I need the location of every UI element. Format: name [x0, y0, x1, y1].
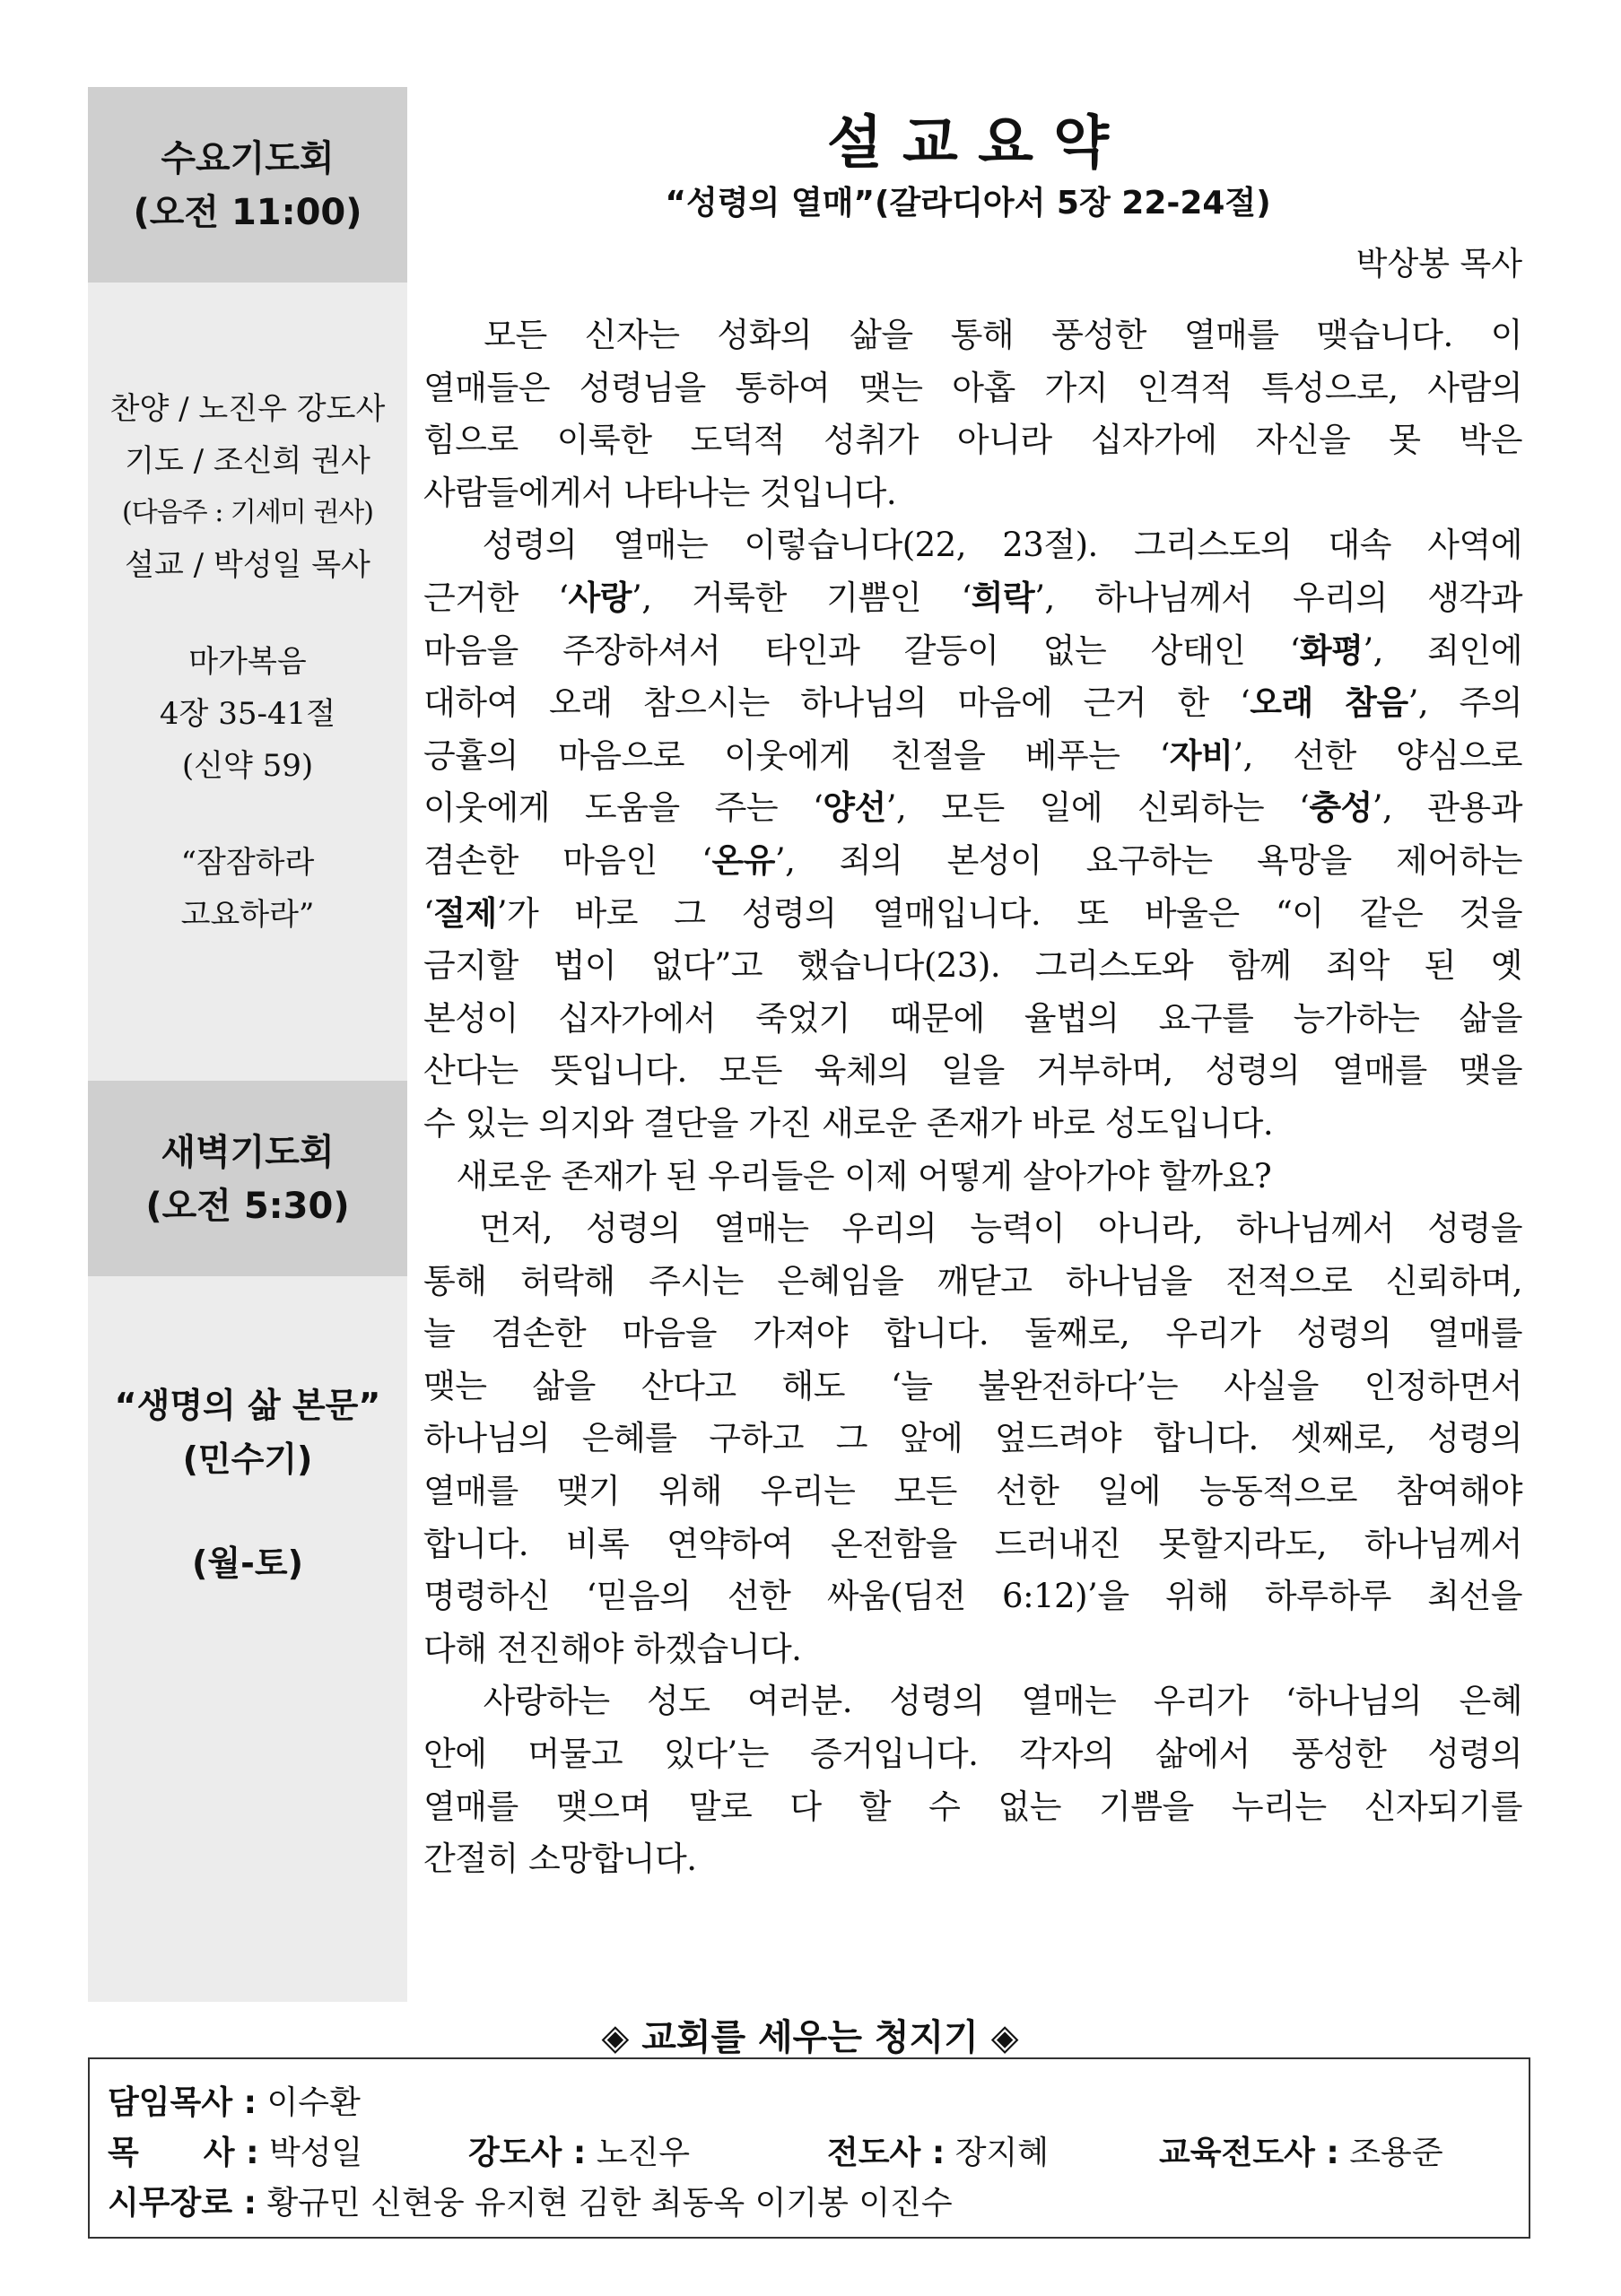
sermon-line: 모든 신자는 성화의 삶을 통해 풍성한 열매를 맺습니다. 이 — [423, 316, 1522, 354]
sermon-summary-title: 설 교 요 약 — [826, 110, 1110, 177]
dawn-prayer-block — [88, 1081, 407, 1276]
dawn-prayer-title: 새벽기도회 — [161, 1132, 335, 1173]
senior-pastor-row — [108, 2077, 361, 2127]
scripture-book: 마가복음 — [188, 644, 307, 680]
sermon-line: 늘 겸손한 마음을 가져야 합니다. 둘째로, 우리가 성령의 열매를 — [423, 1314, 1522, 1353]
sermon-line: 대하여 오래 참으시는 하나님의 마음에 근거 한 ‘오래 참음’, 주의 — [423, 683, 1522, 723]
wednesday-prayer-time: (오전 11:00) — [133, 192, 362, 233]
sermon-line: ‘절제’가 바로 그 성령의 열매입니다. 또 바울은 “이 같은 것을 — [423, 893, 1522, 933]
elders-names: 황규민 신현웅 유지현 김한 최동옥 이기봉 이진수 — [266, 2185, 953, 2222]
sermon-line: 합니다. 비록 연약하여 온전함을 드러내진 못할지라도, 하나님께서 — [423, 1524, 1522, 1563]
sermon-line: 새로운 존재가 된 우리들은 이제 어떻게 살아가야 할까요? — [423, 1156, 1272, 1196]
role-praise: 찬양 / 노진우 강도사 — [109, 391, 386, 427]
wednesday-prayer-title: 수요기도회 — [161, 138, 335, 179]
sermon-line: 다해 전진해야 하겠습니다. — [423, 1629, 802, 1668]
sermon-line: 먼저, 성령의 열매는 우리의 능력이 아니라, 하나님께서 성령을 — [423, 1209, 1522, 1248]
evangelist-name: 장지혜 — [954, 2135, 1050, 2171]
wednesday-prayer-block — [88, 87, 407, 283]
elders-label: 시무장로 : — [108, 2185, 257, 2222]
senior-pastor-label: 담임목사 : — [108, 2084, 257, 2121]
service-info-block — [88, 383, 407, 941]
reading-title: “생명의 삶 본문” — [114, 1386, 381, 1425]
reading-days: (월-토) — [192, 1544, 303, 1583]
sermon-line: 하나님의 은혜를 구하고 그 앞에 엎드려야 합니다. 셋째로, 성령의 — [423, 1419, 1522, 1458]
sermon-line: 사람들에게서 나타나는 것입니다. — [423, 473, 897, 512]
sermon-line: 안에 머물고 있다’는 증거입니다. 각자의 삶에서 풍성한 성령의 — [423, 1735, 1522, 1774]
role-sermon: 설교 / 박성일 목사 — [125, 547, 370, 583]
preacher-label: 강도사 : — [468, 2135, 587, 2171]
sermon-line: 간절히 소망합니다. — [423, 1839, 697, 1879]
sermon-line: 열매를 맺기 위해 우리는 모든 선한 일에 능동적으로 참여해야 — [423, 1472, 1522, 1511]
sermon-line: 열매를 맺으며 말로 다 할 수 없는 기쁨을 누리는 신자되기를 — [423, 1787, 1522, 1826]
sermon-line: 열매들은 성령님을 통하여 맺는 아홉 가지 인격적 특성으로, 사람의 — [423, 368, 1522, 407]
scripture-page: (신약 59) — [181, 748, 314, 784]
scripture-verse: 4장 35-41절 — [159, 696, 336, 732]
sermon-line: 이웃에게 도움을 주는 ‘양선’, 모든 일에 신뢰하는 ‘충성’, 관용과 — [423, 788, 1522, 828]
role-next-prayer: (다음주 : 기세미 권사) — [122, 497, 373, 528]
sermon-line: 본성이 십자가에서 죽었기 때문에 율법의 요구를 능가하는 삶을 — [423, 998, 1522, 1038]
sermon-line: 근거한 ‘사랑’, 거룩한 기쁨인 ‘희락’, 하나님께서 우리의 생각과 — [423, 578, 1523, 617]
sermon-line: 성령의 열매는 이렇습니다(22, 23절). 그리스도의 대속 사역에 — [423, 526, 1522, 565]
sermon-line: 명령하신 ‘믿음의 선한 싸움(딤전 6:12)’을 위해 하루하루 최선을 — [423, 1577, 1522, 1616]
edu-evangelist-label: 교육전도사 : — [1159, 2135, 1339, 2171]
evangelist-label: 전도사 : — [827, 2135, 946, 2171]
sermon-body — [423, 309, 1522, 1886]
sermon-line: 맺는 삶을 산다고 해도 ‘늘 불완전하다’는 사실을 인정하면서 — [423, 1366, 1522, 1405]
staff-box — [88, 2057, 1530, 2239]
preacher-name: 노진우 — [596, 2135, 691, 2171]
sermon-line: 수 있는 의지와 결단을 가진 새로운 존재가 바로 성도입니다. — [423, 1103, 1274, 1143]
sermon-line: 통해 허락해 주시는 은혜임을 깨닫고 하나님을 전적으로 신뢰하며, — [423, 1261, 1522, 1300]
sermon-line: 겸손한 마음인 ‘온유’, 죄의 본성이 요구하는 욕망을 제어하는 — [423, 840, 1522, 880]
edu-evangelist-name: 조용준 — [1349, 2135, 1443, 2171]
reading-block — [88, 1378, 407, 1590]
elders-row — [108, 2178, 953, 2228]
sermon-subtitle: “성령의 열매”(갈라디아서 5장 22-24절) — [665, 185, 1271, 222]
pastor-label: 목 사 : — [108, 2135, 259, 2171]
sermon-line: 금지할 법이 없다”고 했습니다(23). 그리스도와 함께 죄악 된 옛 — [423, 946, 1522, 986]
quote-line-1: “잠잠하라 — [180, 845, 315, 881]
reading-book: (민수기) — [182, 1439, 313, 1479]
sidebar — [88, 87, 407, 2002]
sermon-line: 힘으로 이룩한 도덕적 성취가 아니라 십자가에 자신을 못 박은 — [423, 421, 1522, 460]
sermon-line: 산다는 뜻입니다. 모든 육체의 일을 거부하며, 성령의 열매를 맺을 — [423, 1051, 1522, 1091]
dawn-prayer-time: (오전 5:30) — [145, 1186, 350, 1227]
sermon-line: 긍휼의 마음으로 이웃에게 친절을 베푸는 ‘자비’, 선한 양심으로 — [423, 735, 1522, 775]
stewards-title: ◈ 교회를 세우는 청지기 ◈ — [601, 2017, 1019, 2058]
sermon-pastor: 박상봉 목사 — [1355, 246, 1522, 283]
pastor-name: 박성일 — [268, 2135, 363, 2171]
role-prayer: 기도 / 조신희 권사 — [125, 443, 370, 479]
ministers-row — [108, 2127, 1516, 2178]
sermon-line: 사랑하는 성도 여러분. 성령의 열매는 우리가 ‘하나님의 은혜 — [423, 1682, 1522, 1721]
quote-line-2: 고요하라” — [180, 897, 315, 933]
sermon-line: 마음을 주장하셔서 타인과 갈등이 없는 상태인 ‘화평’, 죄인에 — [423, 631, 1522, 670]
senior-pastor-name: 이수환 — [266, 2084, 361, 2121]
